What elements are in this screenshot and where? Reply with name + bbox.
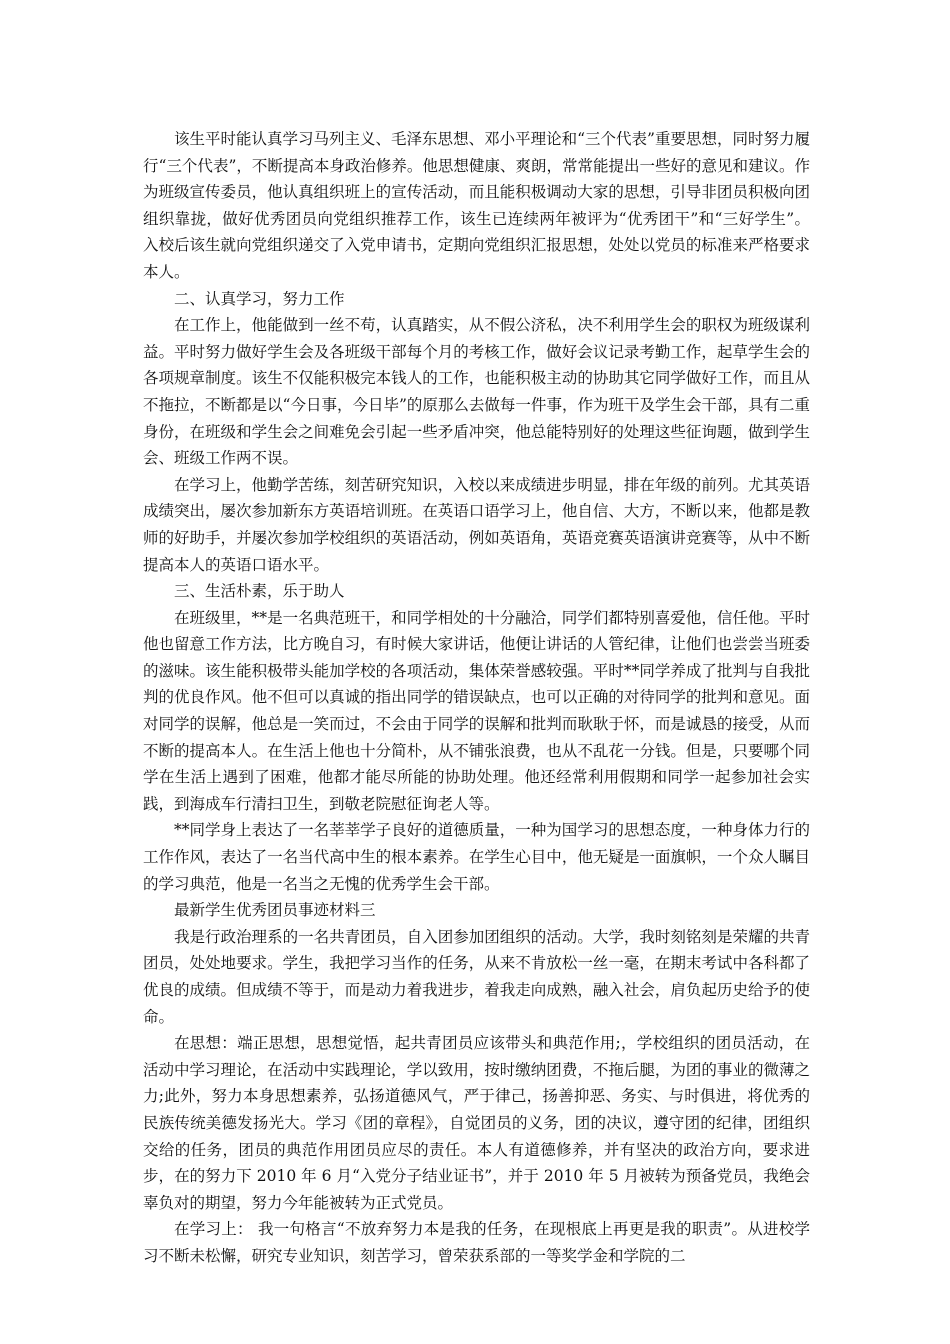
paragraph-ideology: 在思想：端正思想，思想觉悟，起共青团员应该带头和典范作用;，学校组织的团员活动，在活动中学习理论，在活动中实践理论，学以致用，按时缴纳团费，不拖后腿，为团的事业的微薄之力;此外，努力本身思想素养，弘扬道德风气，严于律己，扬善抑恶、务实、与时俱进，将优秀的民族传统美德发扬光大。学习《团的章程》，自觉团员的义务，团的决议，遵守团的纪律，团组织交给的任务，团员的典范作用团员应尽的责任。本人有道德修养，并有坚决的政治方向，要求进步，在的努力下 2010 年 6 月“入党分子结业证书”，并于 2010 年 5 月被转为预备党员，我绝会辜负对的期望，努力今年能被转为正式党员。 [143,1034,810,1212]
paragraph-summary: **同学身上表达了一名莘莘学子良好的道德质量，一种为国学习的思想态度，一种身体力行的工作作风，表达了一名当代高中生的根本素养。在学生心目中，他无疑是一面旗帜，一个众人瞩目的学习典范，他是一名当之无愧的优秀学生会干部。 [143,821,810,893]
paragraph-political-thought: 该生平时能认真学习马列主义、毛泽东思想、邓小平理论和“三个代表”重要思想，同时努力履行“三个代表”，不断提高本身政治修养。他思想健康、爽朗，常常能提出一些好的意见和建议。作为班级宣传委员，他认真组织班上的宣传活动，而且能积极调动大家的思想，引导非团员积极向团组织靠拢，做好优秀团员向党组织推荐工作，该生已连续两年被评为“优秀团干”和“三好学生”。入校后该生就向党组织递交了入党申请书，定期向党组织汇报思想，处处以党员的标准来严格要求本人。 [143,130,810,281]
paragraph-work: 在工作上，他能做到一丝不苟，认真踏实，从不假公济私，决不利用学生会的职权为班级谋利益。平时努力做好学生会及各班级干部每个月的考核工作，做好会议记录考勤工作，起草学生会的各项规章制度。该生不仅能积极完本钱人的工作，也能积极主动的协助其它同学做好工作，而且从不拖拉，不断都是以“今日事，今日毕”的原那么去做每一件事，作为班干及学生会干部，具有二重身份，在班级和学生会之间难免会引起一些矛盾冲突，他总能特别好的处理这些征询题，做到学生会、班级工作两不误。 [143,316,810,468]
paragraph-class-life: 在班级里，**是一名典范班干，和同学相处的十分融洽，同学们都特别喜爱他，信任他。平时他也留意工作方法，比方晚自习，有时候大家讲话，他便让讲话的人管纪律，让他们也尝尝当班委的滋味。该生能积极带头能加学校的各项活动，集体荣誉感较强。平时**同学养成了批判与自我批判的优良作风。他不但可以真诚的指出同学的错误缺点，也可以正确的对待同学的批判和意见。面对同学的误解，他总是一笑而过，不会由于同学的误解和批判而耿耿于怀，而是诚恳的接受，从而不断的提高本人。在生活上他也十分简朴，从不铺张浪费，也从不乱花一分钱。但是，只要哪个同学在生活上遇到了困难，他都才能尽所能的协助处理。他还经常利用假期和同学一起参加社会实践，到海成车行清扫卫生，到敬老院慰征询老人等。 [143,608,810,813]
document-body [143,126,810,1270]
paragraph-learning-motto: 在学习上： 我一句格言“不放弃努力本是我的任务，在现根底上再更是我的职责”。从进校学习不断未松懈，研究专业知识，刻苦学习，曾荣获系部的一等奖学金和学院的二 [143,1220,810,1265]
paragraph-intro-league-member: 我是行政治理系的一名共青团员，自入团参加团组织的活动。大学，我时刻铭刻是荣耀的共青团员，处处地要求。学生，我把学习当作的任务，从来不肯放松一丝一毫，在期末考试中各科都了优良的成绩。但成绩不等于，而是动力着我进步，着我走向成熟，融入社会，肩负起历史给予的使命。 [143,927,810,1026]
section-heading-study-work: 二、认真学习，努力工作 [174,289,345,308]
paragraph-study: 在学习上，他勤学苦练，刻苦研究知识，入校以来成绩进步明显，排在年级的前列。尤其英语成绩突出，屡次参加新东方英语培训班。在英语口语学习上，他自信、大方，不断以来，他都是教师的好助手，并屡次参加学校组织的英语活动，例如英语角，英语竞赛英语演讲竞赛等，从中不断提高本人的英语口语水平。 [143,475,810,574]
section-heading-material-three: 最新学生优秀团员事迹材料三 [174,901,376,920]
section-heading-life: 三、生活朴素，乐于助人 [174,582,345,601]
